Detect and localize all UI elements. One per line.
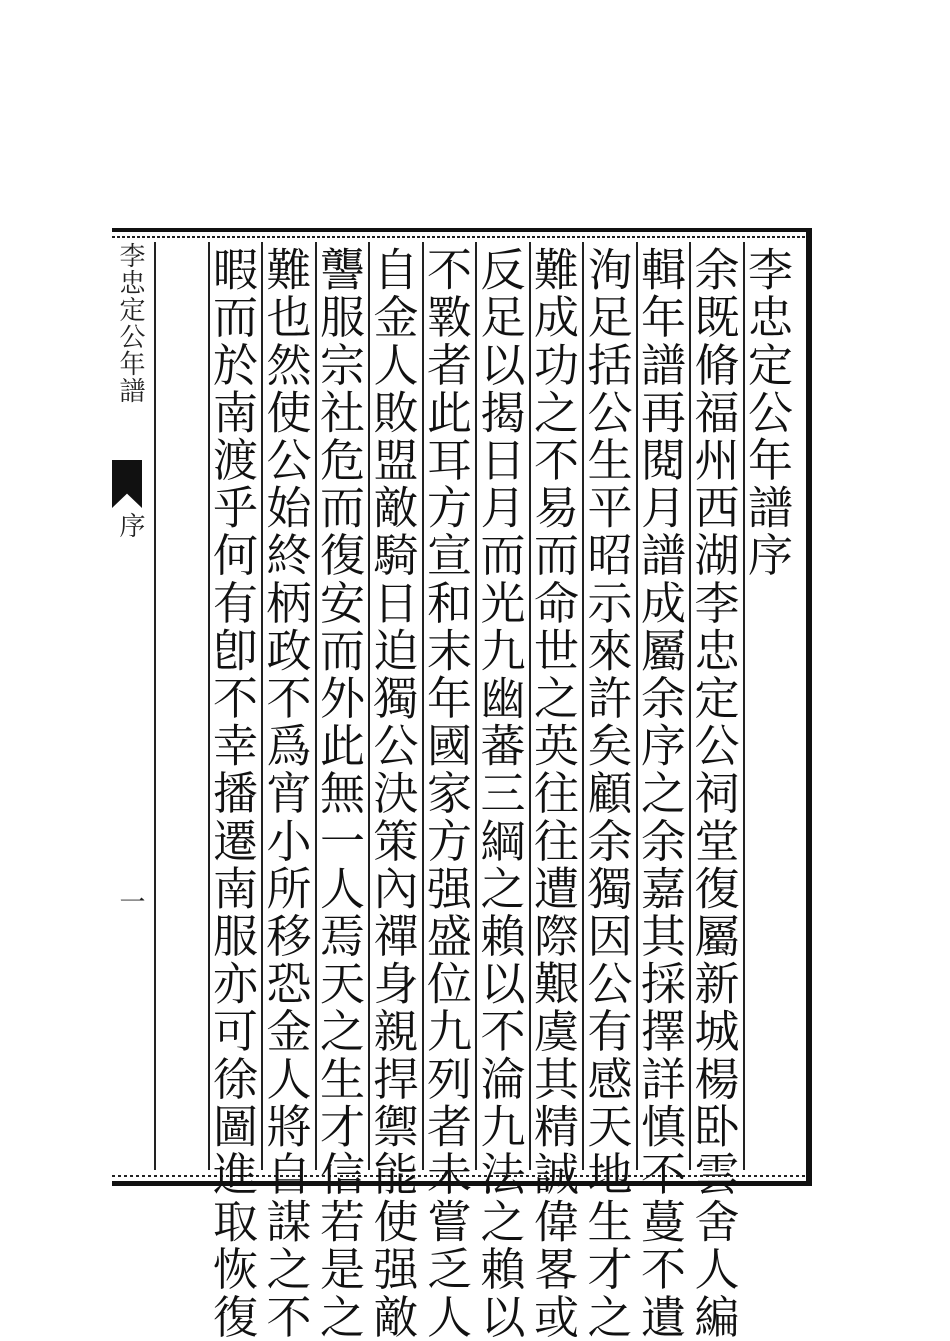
- text-column: 輯年譜再閱月譜成屬余序之余嘉其採擇詳慎不蔓不遺: [633, 246, 686, 1341]
- top-border-inner: [112, 236, 812, 238]
- banxin-margin: [112, 242, 148, 1170]
- text-column: 不斁者此耳方宣和末年國家方强盛位九列者未嘗乏人: [419, 246, 472, 1341]
- top-border: [112, 228, 812, 232]
- text-column: 難也然使公始終柄政不爲宵小所移恐金人將自謀之不: [258, 246, 312, 1341]
- text-column: 反足以揭日月而光九幽蕃三綱之賴以不淪九法之賴以: [472, 246, 526, 1341]
- banxin-title: 李忠定公年譜: [115, 242, 145, 404]
- text-column: 洵足括公生平昭示來許矣顧余獨因公有感天地生才之: [579, 246, 633, 1341]
- text-column: 自金人敗盟敵騎日迫獨公決策內禪身親捍禦能使强敵: [365, 246, 419, 1341]
- text-column-title: 李忠定公年譜序: [740, 246, 793, 580]
- text-column: 難成功之不易而命世之英往往遭際艱虞其精誠偉畧或: [526, 246, 579, 1341]
- column-rule: [154, 242, 156, 1170]
- page-frame: [112, 228, 812, 1341]
- text-column: 讋服宗社危而復安而外此無一人焉天之生才信若是之: [312, 246, 365, 1341]
- text-column: 余既脩福州西湖李忠定公祠堂復屬新城楊卧雲舍人編: [686, 246, 740, 1341]
- text-column: 暇而於南渡乎何有卽不幸播遷南服亦可徐圖進取恢復: [205, 246, 258, 1341]
- fishtail-mark: [112, 460, 142, 508]
- page-number: 一: [115, 888, 145, 914]
- banxin-section: 序: [115, 512, 145, 538]
- right-border: [806, 228, 812, 1186]
